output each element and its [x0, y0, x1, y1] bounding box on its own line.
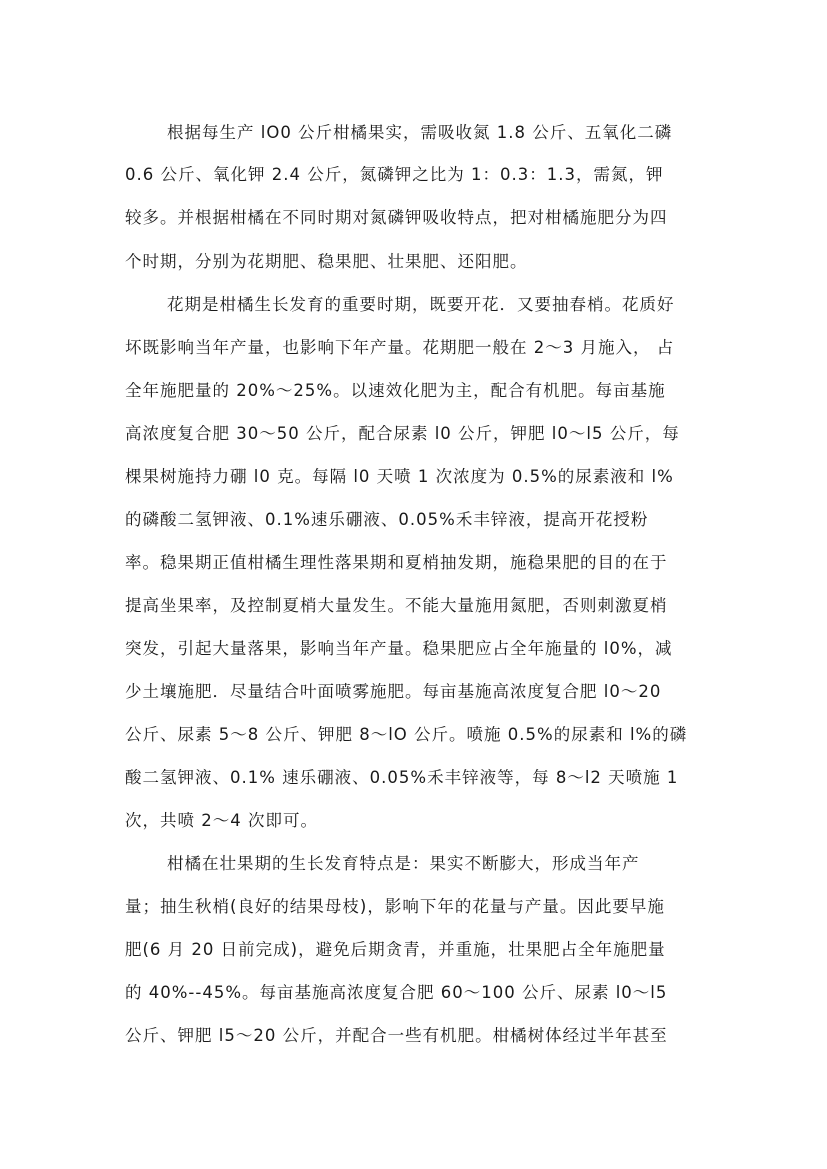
text-line: 全年施肥量的 20%～25%。以速效化肥为主，配合有机肥。每亩基施 — [125, 381, 666, 400]
text-line: 的磷酸二氢钾液、0.1%速乐硼液、0.05%禾丰锌液，提高开花授粉 — [125, 510, 649, 529]
text-line: 高浓度复合肥 30～50 公斤，配合尿素 l0 公斤，钾肥 l0～l5 公斤，每 — [125, 424, 680, 443]
text-line: 根据每生产 lO0 公斤柑橘果实，需吸收氮 1.8 公斤、五氧化二磷 — [167, 123, 673, 142]
text-line: 少土壤施肥．尽量结合叶面喷雾施肥。每亩基施高浓度复合肥 l0～20 — [125, 682, 662, 701]
text-line: 肥(6 月 20 日前完成)，避免后期贪青，并重施，壮果肥占全年施肥量 — [125, 940, 666, 959]
text-line: 花期是柑橘生长发育的重要时期，既要开花．又要抽春梢。花质好 — [167, 295, 675, 314]
text-line: 0.6 公斤、氧化钾 2.4 公斤，氮磷钾之比为 1：0.3：1.3，需氮，钾 — [125, 165, 664, 184]
text-line: 突发，引起大量落果，影响当年产量。稳果肥应占全年施量的 l0%，减 — [125, 639, 673, 658]
text-line: 公斤、尿素 5～8 公斤、钾肥 8～lO 公斤。喷施 0.5%的尿素和 l%的磷 — [125, 725, 688, 744]
text-line: 的 40%--45%。每亩基施高浓度复合肥 60～100 公斤、尿素 l0～l5 — [125, 983, 668, 1002]
text-line: 次，共喷 2～4 次即可。 — [125, 811, 318, 830]
text-line: 公斤、钾肥 l5～20 公斤，并配合一些有机肥。柑橘树体经过半年甚至 — [125, 1026, 668, 1045]
text-line: 棵果树施持力硼 l0 克。每隔 l0 天喷 1 次浓度为 0.5%的尿素液和 l% — [125, 467, 674, 486]
text-line: 量；抽生秋梢(良好的结果母枝)，影响下年的花量与产量。因此要早施 — [125, 897, 665, 916]
text-line: 酸二氢钾液、0.1% 速乐硼液、0.05%禾丰锌液等，每 8～l2 天喷施 1 — [125, 768, 679, 787]
text-line: 坏既影响当年产量，也影响下年产量。花期肥一般在 2～3 月施入， 占 — [125, 338, 675, 357]
text-line: 柑橘在壮果期的生长发育特点是：果实不断膨大，形成当年产 — [167, 854, 640, 873]
text-line: 个时期，分别为花期肥、稳果肥、壮果肥、还阳肥。 — [125, 252, 528, 271]
text-line: 提高坐果率，及控制夏梢大量发生。不能大量施用氮肥，否则刺激夏梢 — [125, 596, 668, 615]
text-line: 率。稳果期正值柑橘生理性落果期和夏梢抽发期，施稳果肥的目的在于 — [125, 553, 668, 572]
text-line: 较多。并根据柑橘在不同时期对氮磷钾吸收特点，把对柑橘施肥分为四 — [125, 208, 668, 227]
